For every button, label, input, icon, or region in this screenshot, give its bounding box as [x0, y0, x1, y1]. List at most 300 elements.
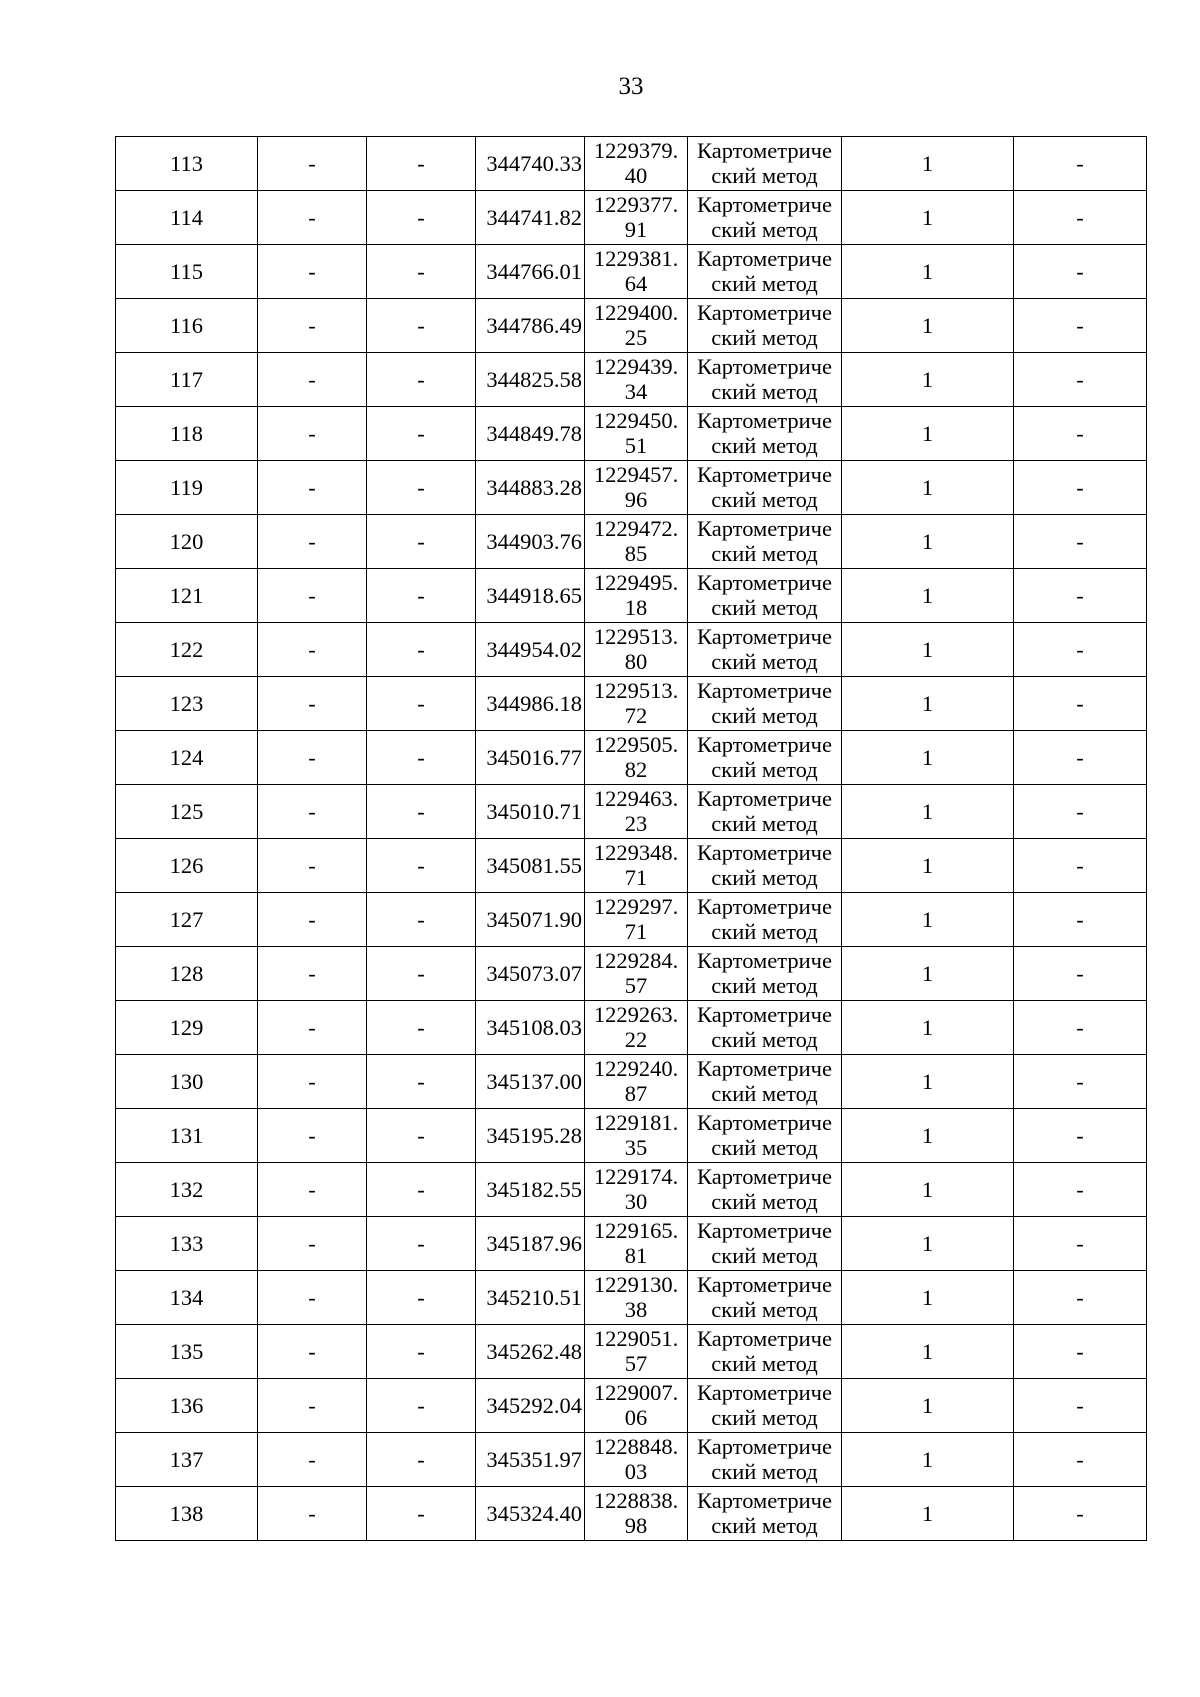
table-row — [116, 407, 1147, 461]
dash-cell-2: - — [258, 1271, 367, 1325]
note-cell: - — [1014, 785, 1147, 839]
y-coordinate-cell-line-2: 18 — [624, 595, 648, 620]
accuracy-cell: 1 — [842, 515, 1014, 569]
point-number-cell: 136 — [116, 1379, 258, 1433]
table-row — [116, 731, 1147, 785]
method-cell-line-2: ский метод — [711, 973, 818, 998]
x-coordinate-cell: 345108.03 — [476, 1001, 585, 1055]
method-cell-line-2: ский метод — [711, 1027, 818, 1052]
method-cell-line-2: ский метод — [711, 595, 818, 620]
dash-cell-2: - — [258, 1055, 367, 1109]
point-number-cell: 124 — [116, 731, 258, 785]
dash-cell-3: - — [367, 245, 476, 299]
point-number-cell: 113 — [116, 137, 258, 191]
point-number-cell: 129 — [116, 1001, 258, 1055]
note-cell: - — [1014, 1379, 1147, 1433]
y-coordinate-cell-line-1: 1229400. — [593, 300, 679, 325]
table-row — [116, 245, 1147, 299]
method-cell-line-1: Картометриче — [697, 1164, 832, 1189]
dash-cell-3: - — [367, 1109, 476, 1163]
y-coordinate-cell-line-1: 1229450. — [593, 408, 679, 433]
x-coordinate-cell: 345351.97 — [476, 1433, 585, 1487]
accuracy-cell: 1 — [842, 299, 1014, 353]
table-body — [116, 137, 1147, 1541]
y-coordinate-cell-line-2: 57 — [624, 1351, 648, 1376]
dash-cell-3: - — [367, 731, 476, 785]
x-coordinate-cell: 345081.55 — [476, 839, 585, 893]
point-number-cell: 114 — [116, 191, 258, 245]
y-coordinate-cell — [585, 191, 688, 245]
y-coordinate-cell-line-1: 1229051. — [593, 1326, 679, 1351]
table-row — [116, 1055, 1147, 1109]
y-coordinate-cell-line-1: 1229377. — [593, 192, 679, 217]
y-coordinate-cell — [585, 515, 688, 569]
method-cell-line-1: Картометриче — [697, 300, 832, 325]
method-cell-line-1: Картометриче — [697, 462, 832, 487]
dash-cell-2: - — [258, 1001, 367, 1055]
table-row — [116, 569, 1147, 623]
y-coordinate-cell-line-2: 81 — [624, 1243, 648, 1268]
method-cell — [688, 1379, 842, 1433]
method-cell-line-1: Картометриче — [697, 1002, 832, 1027]
point-number-cell: 132 — [116, 1163, 258, 1217]
y-coordinate-cell-line-1: 1229505. — [593, 732, 679, 757]
dash-cell-3: - — [367, 893, 476, 947]
dash-cell-3: - — [367, 191, 476, 245]
dash-cell-3: - — [367, 1055, 476, 1109]
y-coordinate-cell-line-1: 1229240. — [593, 1056, 679, 1081]
accuracy-cell: 1 — [842, 623, 1014, 677]
dash-cell-2: - — [258, 623, 367, 677]
y-coordinate-cell-line-1: 1229007. — [593, 1380, 679, 1405]
dash-cell-2: - — [258, 191, 367, 245]
method-cell-line-1: Картометриче — [697, 408, 832, 433]
accuracy-cell: 1 — [842, 245, 1014, 299]
y-coordinate-cell — [585, 299, 688, 353]
y-coordinate-cell-line-1: 1229457. — [593, 462, 679, 487]
y-coordinate-cell-line-1: 1229513. — [593, 678, 679, 703]
method-cell-line-2: ский метод — [711, 1513, 818, 1538]
method-cell — [688, 785, 842, 839]
method-cell — [688, 1487, 842, 1541]
y-coordinate-cell — [585, 1055, 688, 1109]
x-coordinate-cell: 345137.00 — [476, 1055, 585, 1109]
method-cell-line-2: ский метод — [711, 1405, 818, 1430]
method-cell-line-1: Картометриче — [697, 516, 832, 541]
note-cell: - — [1014, 515, 1147, 569]
table-row — [116, 353, 1147, 407]
dash-cell-2: - — [258, 245, 367, 299]
method-cell-line-2: ский метод — [711, 1351, 818, 1376]
point-number-cell: 135 — [116, 1325, 258, 1379]
dash-cell-2: - — [258, 677, 367, 731]
y-coordinate-cell-line-1: 1229379. — [593, 138, 679, 163]
point-number-cell: 126 — [116, 839, 258, 893]
method-cell-line-1: Картометриче — [697, 732, 832, 757]
method-cell-line-1: Картометриче — [697, 1218, 832, 1243]
x-coordinate-cell: 344903.76 — [476, 515, 585, 569]
y-coordinate-cell — [585, 1487, 688, 1541]
y-coordinate-cell-line-1: 1229472. — [593, 516, 679, 541]
table-row — [116, 461, 1147, 515]
method-cell-line-2: ский метод — [711, 1459, 818, 1484]
point-number-cell: 122 — [116, 623, 258, 677]
method-cell — [688, 461, 842, 515]
x-coordinate-cell: 345262.48 — [476, 1325, 585, 1379]
y-coordinate-cell-line-2: 23 — [624, 811, 648, 836]
table-row — [116, 947, 1147, 1001]
method-cell-line-2: ский метод — [711, 325, 818, 350]
method-cell-line-1: Картометриче — [697, 1434, 832, 1459]
accuracy-cell: 1 — [842, 353, 1014, 407]
note-cell: - — [1014, 893, 1147, 947]
table-row — [116, 785, 1147, 839]
method-cell-line-2: ский метод — [711, 919, 818, 944]
y-coordinate-cell-line-2: 30 — [624, 1189, 648, 1214]
page-number: 33 — [618, 73, 644, 100]
method-cell-line-2: ский метод — [711, 1243, 818, 1268]
y-coordinate-cell-line-1: 1229381. — [593, 246, 679, 271]
x-coordinate-cell: 344786.49 — [476, 299, 585, 353]
note-cell: - — [1014, 1433, 1147, 1487]
dash-cell-2: - — [258, 353, 367, 407]
y-coordinate-cell-line-1: 1229130. — [593, 1272, 679, 1297]
x-coordinate-cell: 344740.33 — [476, 137, 585, 191]
y-coordinate-cell-line-2: 82 — [624, 757, 648, 782]
method-cell-line-1: Картометриче — [697, 138, 832, 163]
method-cell — [688, 731, 842, 785]
x-coordinate-cell: 345073.07 — [476, 947, 585, 1001]
table-row — [116, 191, 1147, 245]
dash-cell-3: - — [367, 785, 476, 839]
dash-cell-2: - — [258, 1433, 367, 1487]
dash-cell-3: - — [367, 407, 476, 461]
y-coordinate-cell-line-2: 40 — [624, 163, 648, 188]
accuracy-cell: 1 — [842, 1433, 1014, 1487]
dash-cell-2: - — [258, 947, 367, 1001]
y-coordinate-cell-line-2: 96 — [624, 487, 648, 512]
accuracy-cell: 1 — [842, 1001, 1014, 1055]
accuracy-cell: 1 — [842, 839, 1014, 893]
point-number-cell: 117 — [116, 353, 258, 407]
table-row — [116, 1163, 1147, 1217]
method-cell-line-1: Картометриче — [697, 624, 832, 649]
note-cell: - — [1014, 623, 1147, 677]
accuracy-cell: 1 — [842, 137, 1014, 191]
dash-cell-3: - — [367, 1217, 476, 1271]
accuracy-cell: 1 — [842, 893, 1014, 947]
note-cell: - — [1014, 461, 1147, 515]
point-number-cell: 131 — [116, 1109, 258, 1163]
method-cell — [688, 245, 842, 299]
dash-cell-3: - — [367, 947, 476, 1001]
method-cell-line-1: Картометриче — [697, 894, 832, 919]
accuracy-cell: 1 — [842, 731, 1014, 785]
dash-cell-2: - — [258, 1109, 367, 1163]
y-coordinate-cell-line-1: 1229513. — [593, 624, 679, 649]
method-cell — [688, 353, 842, 407]
method-cell-line-1: Картометриче — [697, 1110, 832, 1135]
table-row — [116, 839, 1147, 893]
x-coordinate-cell: 345071.90 — [476, 893, 585, 947]
note-cell: - — [1014, 677, 1147, 731]
dash-cell-3: - — [367, 839, 476, 893]
accuracy-cell: 1 — [842, 785, 1014, 839]
x-coordinate-cell: 345195.28 — [476, 1109, 585, 1163]
x-coordinate-cell: 344986.18 — [476, 677, 585, 731]
y-coordinate-cell-line-1: 1229284. — [593, 948, 679, 973]
x-coordinate-cell: 345187.96 — [476, 1217, 585, 1271]
y-coordinate-cell — [585, 1109, 688, 1163]
x-coordinate-cell: 344741.82 — [476, 191, 585, 245]
y-coordinate-cell-line-2: 57 — [624, 973, 648, 998]
note-cell: - — [1014, 1163, 1147, 1217]
point-number-cell: 119 — [116, 461, 258, 515]
dash-cell-3: - — [367, 1271, 476, 1325]
dash-cell-2: - — [258, 1325, 367, 1379]
note-cell: - — [1014, 407, 1147, 461]
method-cell — [688, 137, 842, 191]
dash-cell-2: - — [258, 1217, 367, 1271]
method-cell-line-2: ский метод — [711, 487, 818, 512]
dash-cell-2: - — [258, 893, 367, 947]
method-cell-line-2: ский метод — [711, 811, 818, 836]
accuracy-cell: 1 — [842, 1055, 1014, 1109]
dash-cell-2: - — [258, 1487, 367, 1541]
dash-cell-3: - — [367, 515, 476, 569]
y-coordinate-cell-line-1: 1229181. — [593, 1110, 679, 1135]
accuracy-cell: 1 — [842, 1163, 1014, 1217]
y-coordinate-cell-line-2: 71 — [624, 919, 648, 944]
method-cell-line-1: Картометриче — [697, 1056, 832, 1081]
dash-cell-2: - — [258, 731, 367, 785]
y-coordinate-cell — [585, 677, 688, 731]
method-cell-line-2: ский метод — [711, 163, 818, 188]
note-cell: - — [1014, 1325, 1147, 1379]
point-number-cell: 134 — [116, 1271, 258, 1325]
y-coordinate-cell — [585, 353, 688, 407]
dash-cell-3: - — [367, 569, 476, 623]
y-coordinate-cell-line-2: 87 — [624, 1081, 648, 1106]
note-cell: - — [1014, 839, 1147, 893]
method-cell-line-2: ский метод — [711, 865, 818, 890]
method-cell-line-2: ский метод — [711, 1189, 818, 1214]
y-coordinate-cell — [585, 785, 688, 839]
method-cell — [688, 1271, 842, 1325]
note-cell: - — [1014, 299, 1147, 353]
method-cell — [688, 1217, 842, 1271]
method-cell — [688, 1055, 842, 1109]
table-row — [116, 1271, 1147, 1325]
table-row — [116, 299, 1147, 353]
y-coordinate-cell-line-2: 35 — [624, 1135, 648, 1160]
dash-cell-2: - — [258, 839, 367, 893]
y-coordinate-cell — [585, 839, 688, 893]
y-coordinate-cell-line-2: 51 — [624, 433, 648, 458]
x-coordinate-cell: 345210.51 — [476, 1271, 585, 1325]
table-row — [116, 1433, 1147, 1487]
y-coordinate-cell-line-1: 1229174. — [593, 1164, 679, 1189]
x-coordinate-cell: 345010.71 — [476, 785, 585, 839]
method-cell — [688, 1001, 842, 1055]
dash-cell-2: - — [258, 137, 367, 191]
method-cell — [688, 299, 842, 353]
dash-cell-3: - — [367, 1001, 476, 1055]
point-number-cell: 130 — [116, 1055, 258, 1109]
method-cell-line-1: Картометриче — [697, 840, 832, 865]
method-cell-line-1: Картометриче — [697, 192, 832, 217]
method-cell — [688, 1433, 842, 1487]
y-coordinate-cell — [585, 407, 688, 461]
note-cell: - — [1014, 1217, 1147, 1271]
y-coordinate-cell-line-1: 1229263. — [593, 1002, 679, 1027]
note-cell: - — [1014, 245, 1147, 299]
method-cell-line-2: ский метод — [711, 541, 818, 566]
y-coordinate-cell-line-2: 22 — [624, 1027, 648, 1052]
table-row — [116, 1109, 1147, 1163]
dash-cell-2: - — [258, 461, 367, 515]
y-coordinate-cell — [585, 245, 688, 299]
y-coordinate-cell-line-2: 34 — [624, 379, 648, 404]
y-coordinate-cell-line-2: 91 — [624, 217, 648, 242]
y-coordinate-cell-line-2: 03 — [624, 1459, 648, 1484]
accuracy-cell: 1 — [842, 1217, 1014, 1271]
y-coordinate-cell-line-2: 72 — [624, 703, 648, 728]
dash-cell-2: - — [258, 299, 367, 353]
note-cell: - — [1014, 947, 1147, 1001]
y-coordinate-cell-line-1: 1229165. — [593, 1218, 679, 1243]
y-coordinate-cell — [585, 1001, 688, 1055]
dash-cell-2: - — [258, 1379, 367, 1433]
method-cell-line-1: Картометриче — [697, 786, 832, 811]
method-cell — [688, 677, 842, 731]
y-coordinate-cell — [585, 1379, 688, 1433]
method-cell-line-1: Картометриче — [697, 570, 832, 595]
dash-cell-3: - — [367, 623, 476, 677]
method-cell-line-2: ский метод — [711, 217, 818, 242]
y-coordinate-cell-line-2: 80 — [624, 649, 648, 674]
table-row — [116, 893, 1147, 947]
point-number-cell: 128 — [116, 947, 258, 1001]
table-row — [116, 677, 1147, 731]
y-coordinate-cell-line-1: 1229297. — [593, 894, 679, 919]
y-coordinate-cell — [585, 1217, 688, 1271]
note-cell: - — [1014, 1001, 1147, 1055]
accuracy-cell: 1 — [842, 1325, 1014, 1379]
y-coordinate-cell-line-2: 25 — [624, 325, 648, 350]
accuracy-cell: 1 — [842, 677, 1014, 731]
dash-cell-2: - — [258, 515, 367, 569]
note-cell: - — [1014, 191, 1147, 245]
y-coordinate-cell-line-2: 64 — [624, 271, 648, 296]
y-coordinate-cell — [585, 893, 688, 947]
table-row — [116, 1001, 1147, 1055]
method-cell-line-1: Картометриче — [697, 948, 832, 973]
dash-cell-3: - — [367, 461, 476, 515]
table-row — [116, 1379, 1147, 1433]
point-number-cell: 118 — [116, 407, 258, 461]
y-coordinate-cell-line-2: 06 — [624, 1405, 648, 1430]
y-coordinate-cell-line-1: 1228838. — [593, 1488, 679, 1513]
y-coordinate-cell — [585, 461, 688, 515]
method-cell-line-2: ский метод — [711, 379, 818, 404]
y-coordinate-cell — [585, 1325, 688, 1379]
dash-cell-2: - — [258, 569, 367, 623]
table-row — [116, 1217, 1147, 1271]
method-cell — [688, 515, 842, 569]
point-number-cell: 120 — [116, 515, 258, 569]
dash-cell-3: - — [367, 1379, 476, 1433]
accuracy-cell: 1 — [842, 461, 1014, 515]
x-coordinate-cell: 344825.58 — [476, 353, 585, 407]
note-cell: - — [1014, 1487, 1147, 1541]
method-cell-line-1: Картометриче — [697, 678, 832, 703]
method-cell-line-2: ский метод — [711, 1081, 818, 1106]
y-coordinate-cell-line-1: 1229348. — [593, 840, 679, 865]
note-cell: - — [1014, 1271, 1147, 1325]
x-coordinate-cell: 344766.01 — [476, 245, 585, 299]
dash-cell-3: - — [367, 137, 476, 191]
method-cell — [688, 407, 842, 461]
x-coordinate-cell: 344883.28 — [476, 461, 585, 515]
method-cell — [688, 893, 842, 947]
y-coordinate-cell — [585, 137, 688, 191]
y-coordinate-cell — [585, 1271, 688, 1325]
y-coordinate-cell-line-2: 85 — [624, 541, 648, 566]
method-cell-line-2: ский метод — [711, 703, 818, 728]
point-number-cell: 125 — [116, 785, 258, 839]
accuracy-cell: 1 — [842, 1379, 1014, 1433]
dash-cell-2: - — [258, 1163, 367, 1217]
method-cell-line-1: Картометриче — [697, 1380, 832, 1405]
note-cell: - — [1014, 569, 1147, 623]
y-coordinate-cell-line-2: 98 — [624, 1513, 648, 1538]
note-cell: - — [1014, 731, 1147, 785]
method-cell-line-1: Картометриче — [697, 1488, 832, 1513]
note-cell: - — [1014, 137, 1147, 191]
dash-cell-3: - — [367, 1433, 476, 1487]
method-cell — [688, 1325, 842, 1379]
note-cell: - — [1014, 1109, 1147, 1163]
point-number-cell: 138 — [116, 1487, 258, 1541]
x-coordinate-cell: 344918.65 — [476, 569, 585, 623]
method-cell-line-2: ский метод — [711, 649, 818, 674]
method-cell-line-2: ский метод — [711, 1297, 818, 1322]
y-coordinate-cell — [585, 731, 688, 785]
accuracy-cell: 1 — [842, 569, 1014, 623]
y-coordinate-cell — [585, 623, 688, 677]
method-cell-line-1: Картометриче — [697, 354, 832, 379]
method-cell — [688, 1163, 842, 1217]
method-cell-line-1: Картометриче — [697, 1272, 832, 1297]
dash-cell-3: - — [367, 1487, 476, 1541]
y-coordinate-cell-line-1: 1229439. — [593, 354, 679, 379]
method-cell-line-2: ский метод — [711, 757, 818, 782]
y-coordinate-cell-line-2: 71 — [624, 865, 648, 890]
dash-cell-3: - — [367, 299, 476, 353]
y-coordinate-cell — [585, 1163, 688, 1217]
accuracy-cell: 1 — [842, 947, 1014, 1001]
point-number-cell: 121 — [116, 569, 258, 623]
method-cell-line-2: ский метод — [711, 1135, 818, 1160]
accuracy-cell: 1 — [842, 1109, 1014, 1163]
dash-cell-3: - — [367, 353, 476, 407]
point-number-cell: 127 — [116, 893, 258, 947]
point-number-cell: 116 — [116, 299, 258, 353]
accuracy-cell: 1 — [842, 191, 1014, 245]
table-row — [116, 515, 1147, 569]
y-coordinate-cell — [585, 1433, 688, 1487]
